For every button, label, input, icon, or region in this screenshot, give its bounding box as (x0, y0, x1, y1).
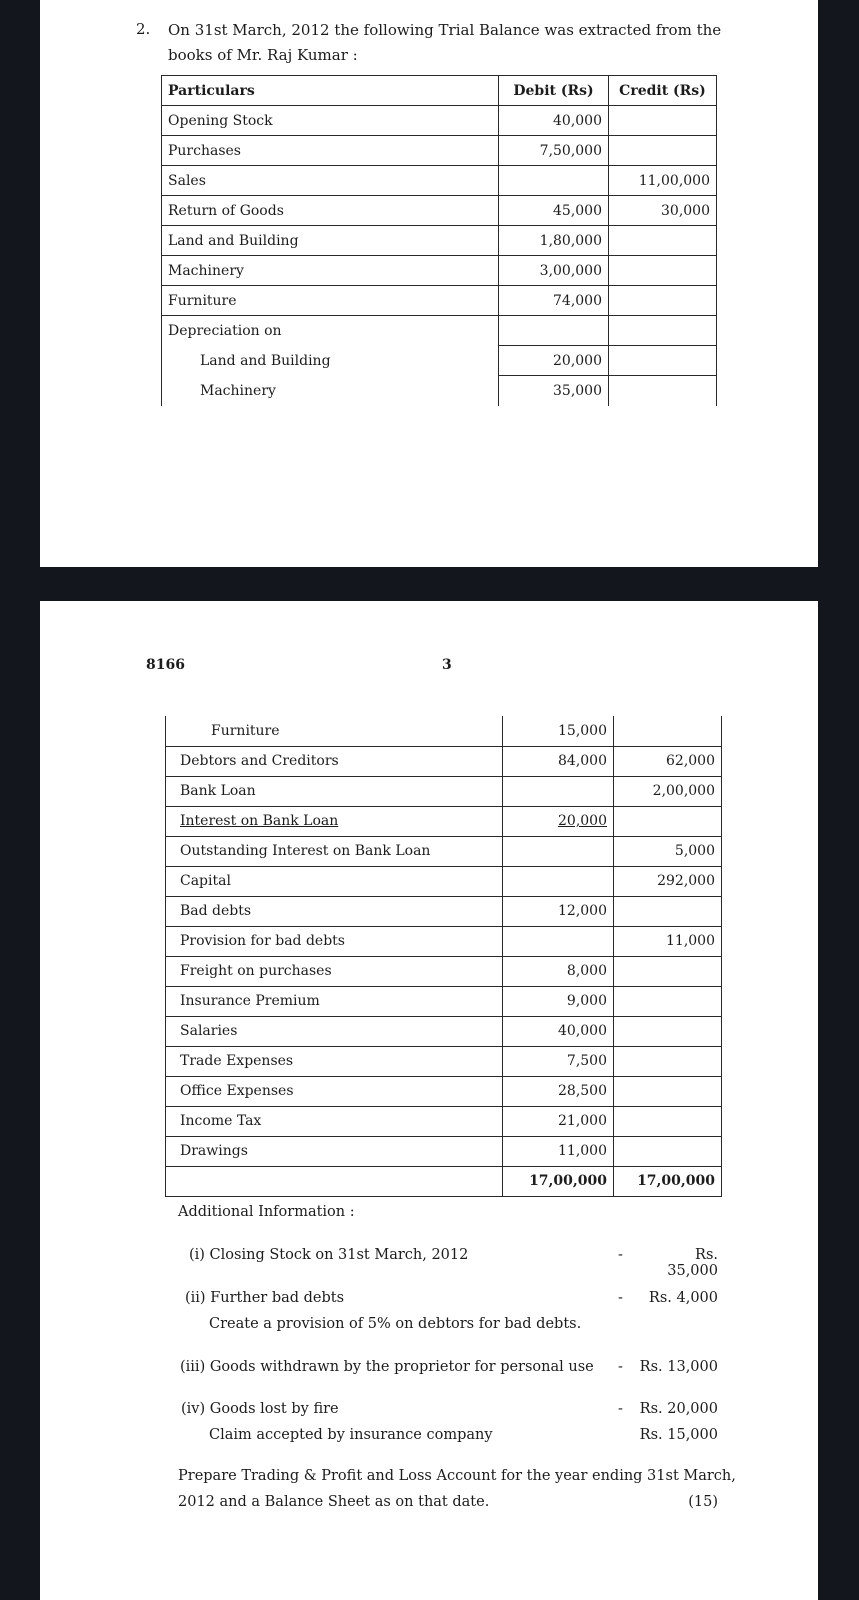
debit-cell: 20,000 (499, 346, 609, 376)
item-closing-stock: (i) Closing Stock on 31st March, 2012 (189, 1247, 469, 1263)
credit-cell (614, 1076, 722, 1106)
particulars-cell: Salaries (166, 1016, 503, 1046)
table-row (166, 746, 722, 776)
particulars-cell: Bad debts (166, 896, 503, 926)
particulars-cell: Return of Goods (162, 196, 499, 226)
item-note: Create a provision of 5% on debtors for bad debts. (209, 1316, 582, 1332)
particulars-cell: Furniture (166, 716, 503, 746)
item-dash: - (618, 1290, 623, 1306)
particulars-cell: Income Tax (166, 1106, 503, 1136)
table-row (166, 1016, 722, 1046)
item-goods-lost: (iv) Goods lost by fire (181, 1401, 339, 1417)
table-row (162, 106, 717, 136)
item-note-value: Rs. 15,000 (639, 1427, 718, 1443)
marks: (15) (688, 1494, 718, 1510)
credit-cell (614, 1046, 722, 1076)
debit-cell: 84,000 (503, 746, 614, 776)
debit-cell: 40,000 (503, 1016, 614, 1046)
debit-cell (499, 166, 609, 196)
credit-cell: 292,000 (614, 866, 722, 896)
particulars-cell: Furniture (162, 286, 499, 316)
particulars-cell: Provision for bad debts (166, 926, 503, 956)
particulars-cell: Machinery (162, 376, 499, 406)
debit-cell: 35,000 (499, 376, 609, 406)
particulars-cell: Bank Loan (166, 776, 503, 806)
table-row (166, 986, 722, 1016)
table-row (166, 1046, 722, 1076)
table-total-row (166, 1166, 722, 1196)
item-dash: - (618, 1401, 623, 1417)
credit-cell (614, 1106, 722, 1136)
particulars-cell: Land and Building (162, 346, 499, 376)
particulars-cell: Sales (162, 166, 499, 196)
credit-cell (614, 716, 722, 746)
credit-cell (609, 286, 717, 316)
debit-cell: 7,50,000 (499, 136, 609, 166)
item-value: Rs. 13,000 (639, 1359, 718, 1375)
debit-cell: 7,500 (503, 1046, 614, 1076)
header-debit: Debit (Rs) (499, 76, 609, 106)
table-row (162, 376, 717, 406)
item-goods-withdrawn: (iii) Goods withdrawn by the proprietor for personal use (180, 1359, 594, 1375)
credit-cell (614, 956, 722, 986)
credit-cell (614, 986, 722, 1016)
total-debit-cell: 17,00,000 (503, 1166, 614, 1196)
particulars-cell: Office Expenses (166, 1076, 503, 1106)
question-number: 2. (136, 20, 151, 38)
particulars-cell: Trade Expenses (166, 1046, 503, 1076)
table-row (166, 1136, 722, 1166)
credit-cell: 2,00,000 (614, 776, 722, 806)
credit-cell (609, 256, 717, 286)
credit-cell (609, 376, 717, 406)
table-row (166, 716, 722, 746)
particulars-cell: Purchases (162, 136, 499, 166)
table-row (162, 166, 717, 196)
particulars-cell: Machinery (162, 256, 499, 286)
credit-cell (614, 1136, 722, 1166)
credit-cell (609, 346, 717, 376)
particulars-cell: Opening Stock (162, 106, 499, 136)
particulars-cell: Capital (166, 866, 503, 896)
debit-cell: 74,000 (499, 286, 609, 316)
table-row (162, 316, 717, 346)
table-row (166, 776, 722, 806)
debit-cell: 12,000 (503, 896, 614, 926)
table-row (166, 806, 722, 836)
table-row (162, 256, 717, 286)
particulars-cell: Insurance Premium (166, 986, 503, 1016)
item-dash: - (618, 1359, 623, 1375)
credit-cell (609, 136, 717, 166)
credit-cell: 5,000 (614, 836, 722, 866)
particulars-cell: Interest on Bank Loan (166, 806, 503, 836)
table-row (166, 836, 722, 866)
debit-cell (499, 316, 609, 346)
credit-cell: 62,000 (614, 746, 722, 776)
particulars-cell: Debtors and Creditors (166, 746, 503, 776)
debit-cell: 11,000 (503, 1136, 614, 1166)
credit-cell (614, 806, 722, 836)
item-bad-debts: (ii) Further bad debts (185, 1290, 345, 1306)
debit-cell: 3,00,000 (499, 256, 609, 286)
page-code: 8166 (146, 657, 185, 673)
debit-cell: 28,500 (503, 1076, 614, 1106)
debit-cell: 15,000 (503, 716, 614, 746)
debit-cell: 45,000 (499, 196, 609, 226)
debit-cell: 20,000 (503, 806, 614, 836)
instruction-line-1: Prepare Trading & Profit and Loss Account for the year ending 31st March, (178, 1468, 736, 1484)
debit-cell (503, 866, 614, 896)
credit-cell (609, 316, 717, 346)
total-label-cell (166, 1166, 503, 1196)
credit-cell: 11,00,000 (609, 166, 717, 196)
credit-cell: 11,000 (614, 926, 722, 956)
particulars-cell: Outstanding Interest on Bank Loan (166, 836, 503, 866)
table-row (166, 1106, 722, 1136)
debit-cell (503, 776, 614, 806)
additional-info-heading: Additional Information : (178, 1204, 355, 1220)
item-value: Rs. 4,000 (648, 1290, 718, 1306)
credit-cell (609, 106, 717, 136)
trial-balance-table-part2 (165, 716, 722, 1197)
debit-cell (503, 836, 614, 866)
item-value: Rs. 35,000 (667, 1247, 718, 1279)
debit-cell: 8,000 (503, 956, 614, 986)
debit-cell: 21,000 (503, 1106, 614, 1136)
table-row (166, 866, 722, 896)
exam-page-2 (40, 601, 818, 1600)
total-credit-cell: 17,00,000 (614, 1166, 722, 1196)
exam-page-1 (40, 0, 818, 567)
table-row (166, 1076, 722, 1106)
table-row (162, 136, 717, 166)
table-row (162, 196, 717, 226)
table-row (162, 346, 717, 376)
table-row (162, 226, 717, 256)
table-row (166, 896, 722, 926)
table-row (162, 286, 717, 316)
debit-cell (503, 926, 614, 956)
instruction-line-2: 2012 and a Balance Sheet as on that date. (178, 1494, 490, 1510)
trial-balance-table-part1 (161, 75, 717, 406)
item-value: Rs. 20,000 (639, 1401, 718, 1417)
debit-cell: 1,80,000 (499, 226, 609, 256)
particulars-cell: Depreciation on (162, 316, 499, 346)
credit-cell: 30,000 (609, 196, 717, 226)
debit-cell: 9,000 (503, 986, 614, 1016)
question-text: On 31st March, 2012 the following Trial Balance was extracted from the books of Mr. Raj Kumar : (168, 21, 722, 64)
page-number: 3 (442, 657, 452, 673)
table-header-row (162, 76, 717, 106)
item-dash: - (618, 1247, 623, 1263)
particulars-cell: Drawings (166, 1136, 503, 1166)
header-credit: Credit (Rs) (609, 76, 717, 106)
credit-cell (609, 226, 717, 256)
table-row (166, 956, 722, 986)
credit-cell (614, 1016, 722, 1046)
header-particulars: Particulars (162, 76, 499, 106)
debit-cell: 40,000 (499, 106, 609, 136)
particulars-cell: Freight on purchases (166, 956, 503, 986)
credit-cell (614, 896, 722, 926)
item-note: Claim accepted by insurance company (209, 1427, 493, 1443)
particulars-cell: Land and Building (162, 226, 499, 256)
table-row (166, 926, 722, 956)
